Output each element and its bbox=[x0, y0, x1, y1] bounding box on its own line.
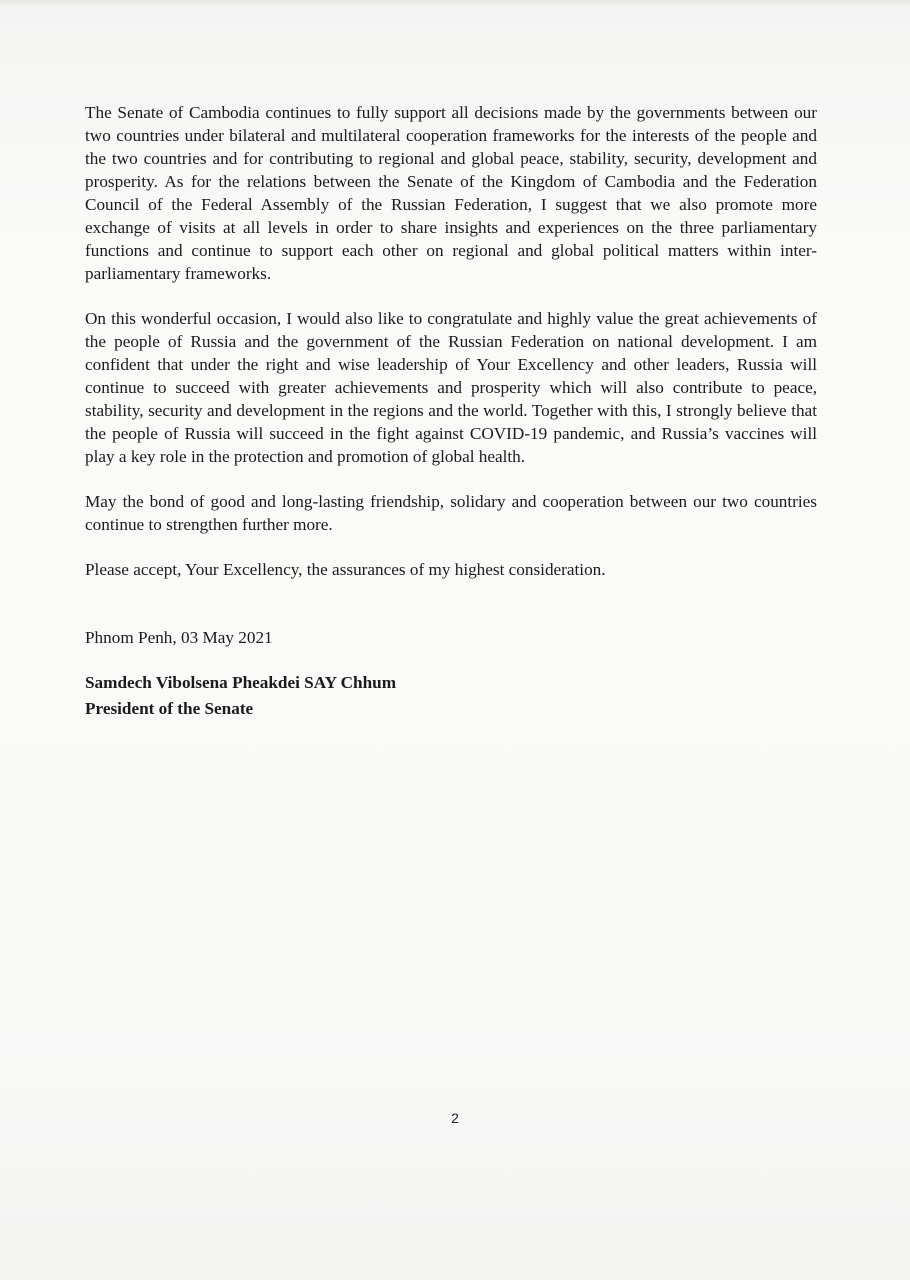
paragraph-closing: Please accept, Your Excellency, the assurances of my highest consideration. bbox=[85, 560, 606, 579]
paragraph-friendship: May the bond of good and long-lasting friendship, solidary and cooperation between our two countries continue to strengthen further more. bbox=[85, 492, 817, 534]
place-and-date: Phnom Penh, 03 May 2021 bbox=[85, 628, 273, 647]
page-top-edge bbox=[0, 0, 910, 6]
paragraph-senate-support: The Senate of Cambodia continues to fully support all decisions made by the governments between our two countries under bilateral and multilateral cooperation frameworks for the interests of the people and the two countries and for contributing to regional and global peace, stability, security, development and prosperity. As for the relations between the Senate of the Kingdom of Cambodia and the Federation Council of the Federal Assembly of the Russian Federation, I suggest that we also promote more exchange of visits at all levels in order to share insights and experiences on the three parliamentary functions and continue to support each other on regional and global political matters within inter-parliamentary frameworks. bbox=[85, 103, 817, 283]
page-number: 2 bbox=[451, 1110, 459, 1126]
paragraph-congratulations: On this wonderful occasion, I would also like to congratulate and highly value the great achievements of the people of Russia and the government of the Russian Federation on national development. I am confident that under the right and wise leadership of Your Excellency and other leaders, Russia will continue to succeed with greater achievements and prosperity which will also contribute to peace, stability, security and development in the regions and the world. Together with this, I strongly believe that the people of Russia will succeed in the fight against COVID-19 pandemic, and Russia’s vaccines will play a key role in the protection and promotion of global health. bbox=[85, 309, 817, 466]
signatory-name: Samdech Vibolsena Pheakdei SAY Chhum bbox=[85, 673, 397, 692]
signatory-title: President of the Senate bbox=[85, 699, 254, 718]
letter-body bbox=[85, 101, 817, 722]
